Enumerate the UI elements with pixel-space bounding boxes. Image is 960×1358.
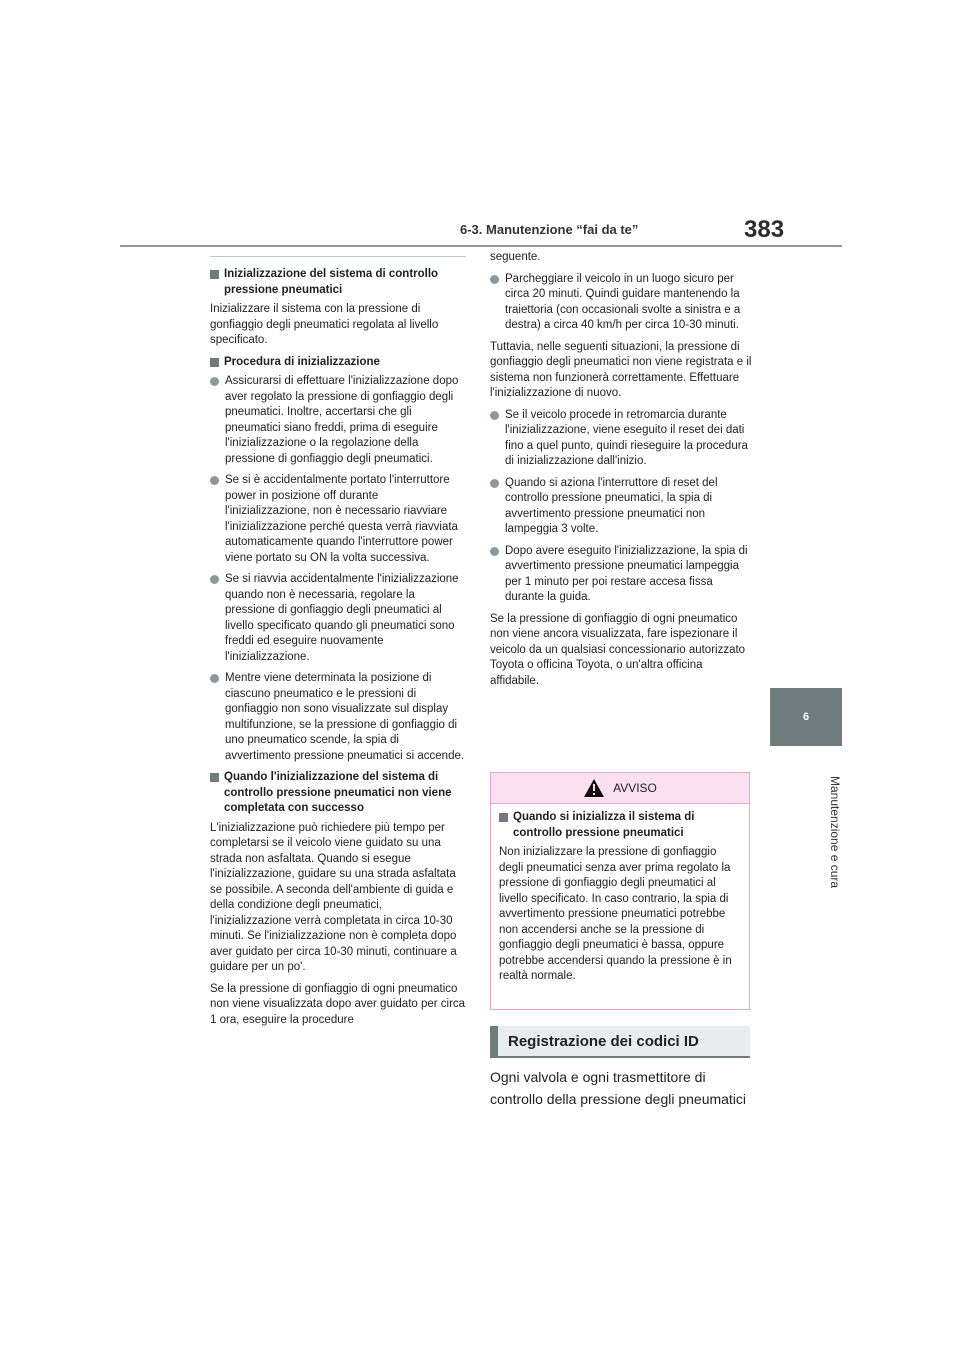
section-bar [490,1026,498,1056]
square-bullet-icon [210,270,219,279]
round-bullet-icon [210,674,219,683]
warning-body [491,804,749,997]
round-bullet-icon [210,377,219,386]
round-bullet-icon [490,411,499,420]
section-intro: Ogni valvola e ogni trasmettitore di controllo della pressione degli pneumatici [490,1069,747,1107]
warning-text: Non inizializzare la pressione di gonfiaggio degli pneumatici senza aver prima regolato la pressione di gonfiaggio degli pneumatici al livello specificato. In caso contrario, la spia di avvertimento pressione pneumatici potrebbe non accendersi anche se la pressione di gonfiaggio degli pneumatici è bassa, oppure potrebbe accendersi quando la pressione è in realtà normale. [499,846,732,982]
subheading: Inizializzazione del sistema di controllo pressione pneumatici [210,267,466,298]
round-bullet-icon [210,575,219,584]
square-bullet-icon [499,813,508,822]
paragraph: Tuttavia, nelle seguenti situazioni, la pressione di gonfiaggio degli pneumatici non viene registrata e il sistema non funzionerà correttamente. Effettuare l'inizializzazione di nuovo. [490,340,752,399]
warning-box [490,772,750,1010]
paragraph: Se la pressione di gonfiaggio di ogni pneumatico non viene visualizzata dopo aver guidato per circa 1 ora, eseguire la procedure [210,982,466,1026]
section-title: Registrazione dei codici ID [508,1032,699,1050]
paragraph: Se la pressione di gonfiaggio di ogni pneumatico non viene ancora visualizzata, fare ispezionare il veicolo da un qualsiasi concessionario autorizzato Toyota o officina Toyota, o un'altra officina affidabile. [490,612,746,687]
left-column [210,256,466,1034]
paragraph: seguente. [490,251,541,263]
warning-title: AVVISO [613,781,657,795]
section-heading [490,1026,750,1058]
warning-header [491,773,749,804]
subheading: Procedura di inizializzazione [210,355,466,371]
square-bullet-icon [210,773,219,782]
bullet-item: Dopo avere eseguito l'inizializzazione, la spia di avvertimento pressione pneumatici lampeggia per 1 minuto per poi restare accesa fissa durante la guida. [490,544,752,606]
subheading: Quando si inizializza il sistema di controllo pressione pneumatici [499,810,741,841]
paragraph: L'inizializzazione può richiedere più tempo per completarsi se il veicolo viene guidato su una strada non asfaltata. Quando si esegue l'inizializzazione, guidare su una strada asfaltata se possibile. A seconda dell'ambiente di guida e della condizione degli pneumatici, l'inizializzazione verrà completata in circa 10-30 minuti. Se l'inizializzazione non è completa dopo aver guidato per circa 10-30 minuti, continuare a guidare per un po'. [210,821,457,973]
bullet-item: Se il veicolo procede in retromarcia durante l'inizializzazione, viene eseguito il reset dei dati fino a quel punto, quindi rieseguire la procedura di inizializzazione dall'inizio. [490,408,752,470]
square-bullet-icon [210,358,219,367]
bullet-item: Assicurarsi di effettuare l'inizializzazione dopo aver regolato la pressione di gonfiaggio degli pneumatici. Inoltre, accertarsi che gli pneumatici siano freddi, prima di eseguire l'inizializzazione o la regolazione della pressione di gonfiaggio degli pneumatici. [210,374,466,467]
bullet-item: Mentre viene determinata la posizione di ciascuno pneumatico e le pressioni di gonfiaggio non sono visualizzate sul display multifunzione, se la pressione di gonfiaggio di uno pneumatico scende, la spia di avvertimento pressione pneumatici si accende. [210,671,466,764]
page-number: 383 [744,216,785,243]
bullet-item: Quando si aziona l'interruttore di reset del controllo pressione pneumatici, la spia di avvertimento pressione pneumatici non lampeggia 3 volte. [490,476,752,538]
right-column [490,250,752,695]
subheading: Quando l'inizializzazione del sistema di controllo pressione pneumatici non viene completata con successo [210,770,466,817]
paragraph: Inizializzare il sistema con la pressione di gonfiaggio degli pneumatici regolata al livello specificato. [210,303,439,346]
header-rule [120,245,842,247]
bullet-item: Se si riavvia accidentalmente l'inizializzazione quando non è necessaria, regolare la pressione di gonfiaggio degli pneumatici al livello specificato quando gli pneumatici sono freddi ed eseguire nuovamente l'inizializzazione. [210,572,466,665]
round-bullet-icon [490,479,499,488]
round-bullet-icon [210,476,219,485]
bullet-item: Se si è accidentalmente portato l'interruttore power in posizione off durante l'inizializzazione, non è necessario riavviare l'inizializzazione perché questa verrà riavviata automaticamente quando l'interruttore power viene portato su ON la volta successiva. [210,473,466,566]
chapter-title: Manutenzione e cura [828,775,842,889]
header-section: 6-3. Manutenzione “fai da te” [460,222,639,237]
chapter-tab[interactable]: 6 [770,688,842,746]
column-rule [210,256,466,257]
bullet-item: Parcheggiare il veicolo in un luogo sicuro per circa 20 minuti. Quindi guidare mantenendo la traiettoria (con occasionali svolte a sinistra e a destra) a circa 40 km/h per circa 10-30 minuti. [490,272,752,334]
round-bullet-icon [490,547,499,556]
warning-triangle-icon [583,778,605,798]
round-bullet-icon [490,275,499,284]
